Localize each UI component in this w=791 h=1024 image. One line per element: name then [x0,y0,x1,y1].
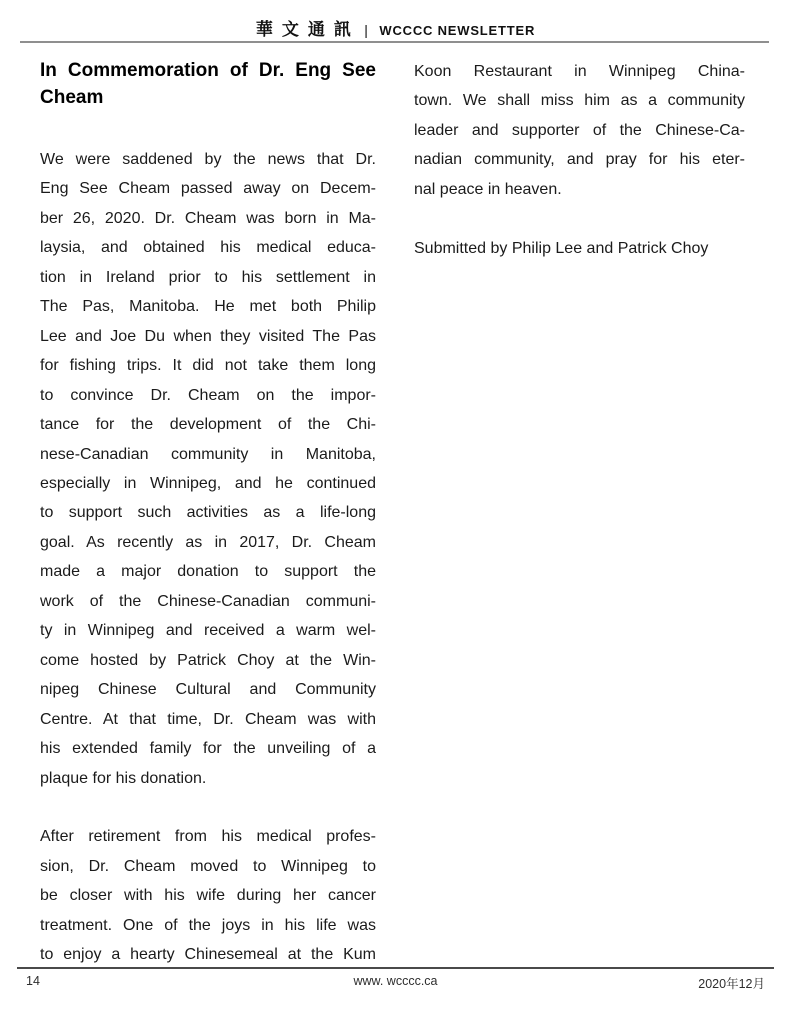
left-column [40,57,376,970]
text-line: to support such activities as a life-long [40,504,376,522]
text-line: nal peace in heaven. [414,180,562,198]
text-line: nese-Canadian community in Manitoba, [40,445,376,463]
text-line: nipeg Chinese Cultural and Community [40,681,376,699]
byline: Submitted by Philip Lee and Patrick Choy [414,239,709,257]
masthead [0,15,791,40]
footer-rule [17,967,774,969]
text-line: The Pas, Manitoba. He met both Philip [40,298,376,316]
text-line: work of the Chinese-Canadian communi- [40,592,376,610]
text-line: Lee and Joe Du when they visited The Pas [40,327,376,345]
text-line: ber 26, 2020. Dr. Cheam was born in Ma- [40,209,376,227]
footer-website: www. wcccc.ca [353,974,438,988]
text-line: to enjoy a hearty Chinesemeal at the Kum [40,946,376,964]
text-line: sion, Dr. Cheam moved to Winnipeg to [40,857,376,875]
paragraph-1 [40,145,376,793]
text-line: In Commemoration of Dr. Eng See [40,60,376,81]
text-line: tance for the development of the Chi- [40,416,376,434]
page-number: 14 [26,974,40,988]
text-line: especially in Winnipeg, and he continued [40,474,376,492]
text-line: made a major donation to support the [40,563,376,581]
text-line: town. We shall miss him as a community [414,92,745,110]
text-line: plaque for his donation. [40,769,207,787]
footer-date: 2020年12月 [698,977,765,991]
text-line: We were saddened by the news that Dr. [40,151,376,168]
text-line: to convince Dr. Cheam on the impor- [40,386,376,404]
text-line: laysia, and obtained his medical educa- [40,239,376,257]
text-line: tion in Ireland prior to his settlement in [40,268,376,286]
masthead-chinese-title: 華文通訊 [255,20,360,40]
text-line: treatment. One of the joys in his life was [40,916,376,934]
text-line: leader and supporter of the Chinese-Ca- [414,121,745,139]
text-line: Cheam [40,87,104,108]
text-line: ty in Winnipeg and received a warm wel- [40,622,376,640]
masthead-english-title: WCCCC NEWSLETTER [379,23,536,38]
text-line: his extended family for the unveiling of a [40,740,376,758]
text-line: come hosted by Patrick Choy at the Win- [40,651,376,669]
text-line: be closer with his wife during her cancer [40,887,376,905]
right-column [414,57,745,970]
paragraph-2 [40,822,376,969]
article-title [40,57,376,111]
paragraph-3 [414,57,745,204]
article-body [40,57,745,970]
text-line: nadian community, and pray for his eter- [414,151,745,169]
page-footer [0,974,791,992]
text-line: After retirement from his medical profes- [40,828,376,846]
text-line: Koon Restaurant in Winnipeg China- [414,63,745,80]
text-line: goal. As recently as in 2017, Dr. Cheam [40,533,376,551]
header-rule [20,41,769,43]
masthead-separator: | [364,22,368,38]
text-line: Eng See Cheam passed away on Decem- [40,180,376,198]
text-line: for fishing trips. It did not take them long [40,357,376,375]
text-line: Centre. At that time, Dr. Cheam was with [40,710,376,728]
